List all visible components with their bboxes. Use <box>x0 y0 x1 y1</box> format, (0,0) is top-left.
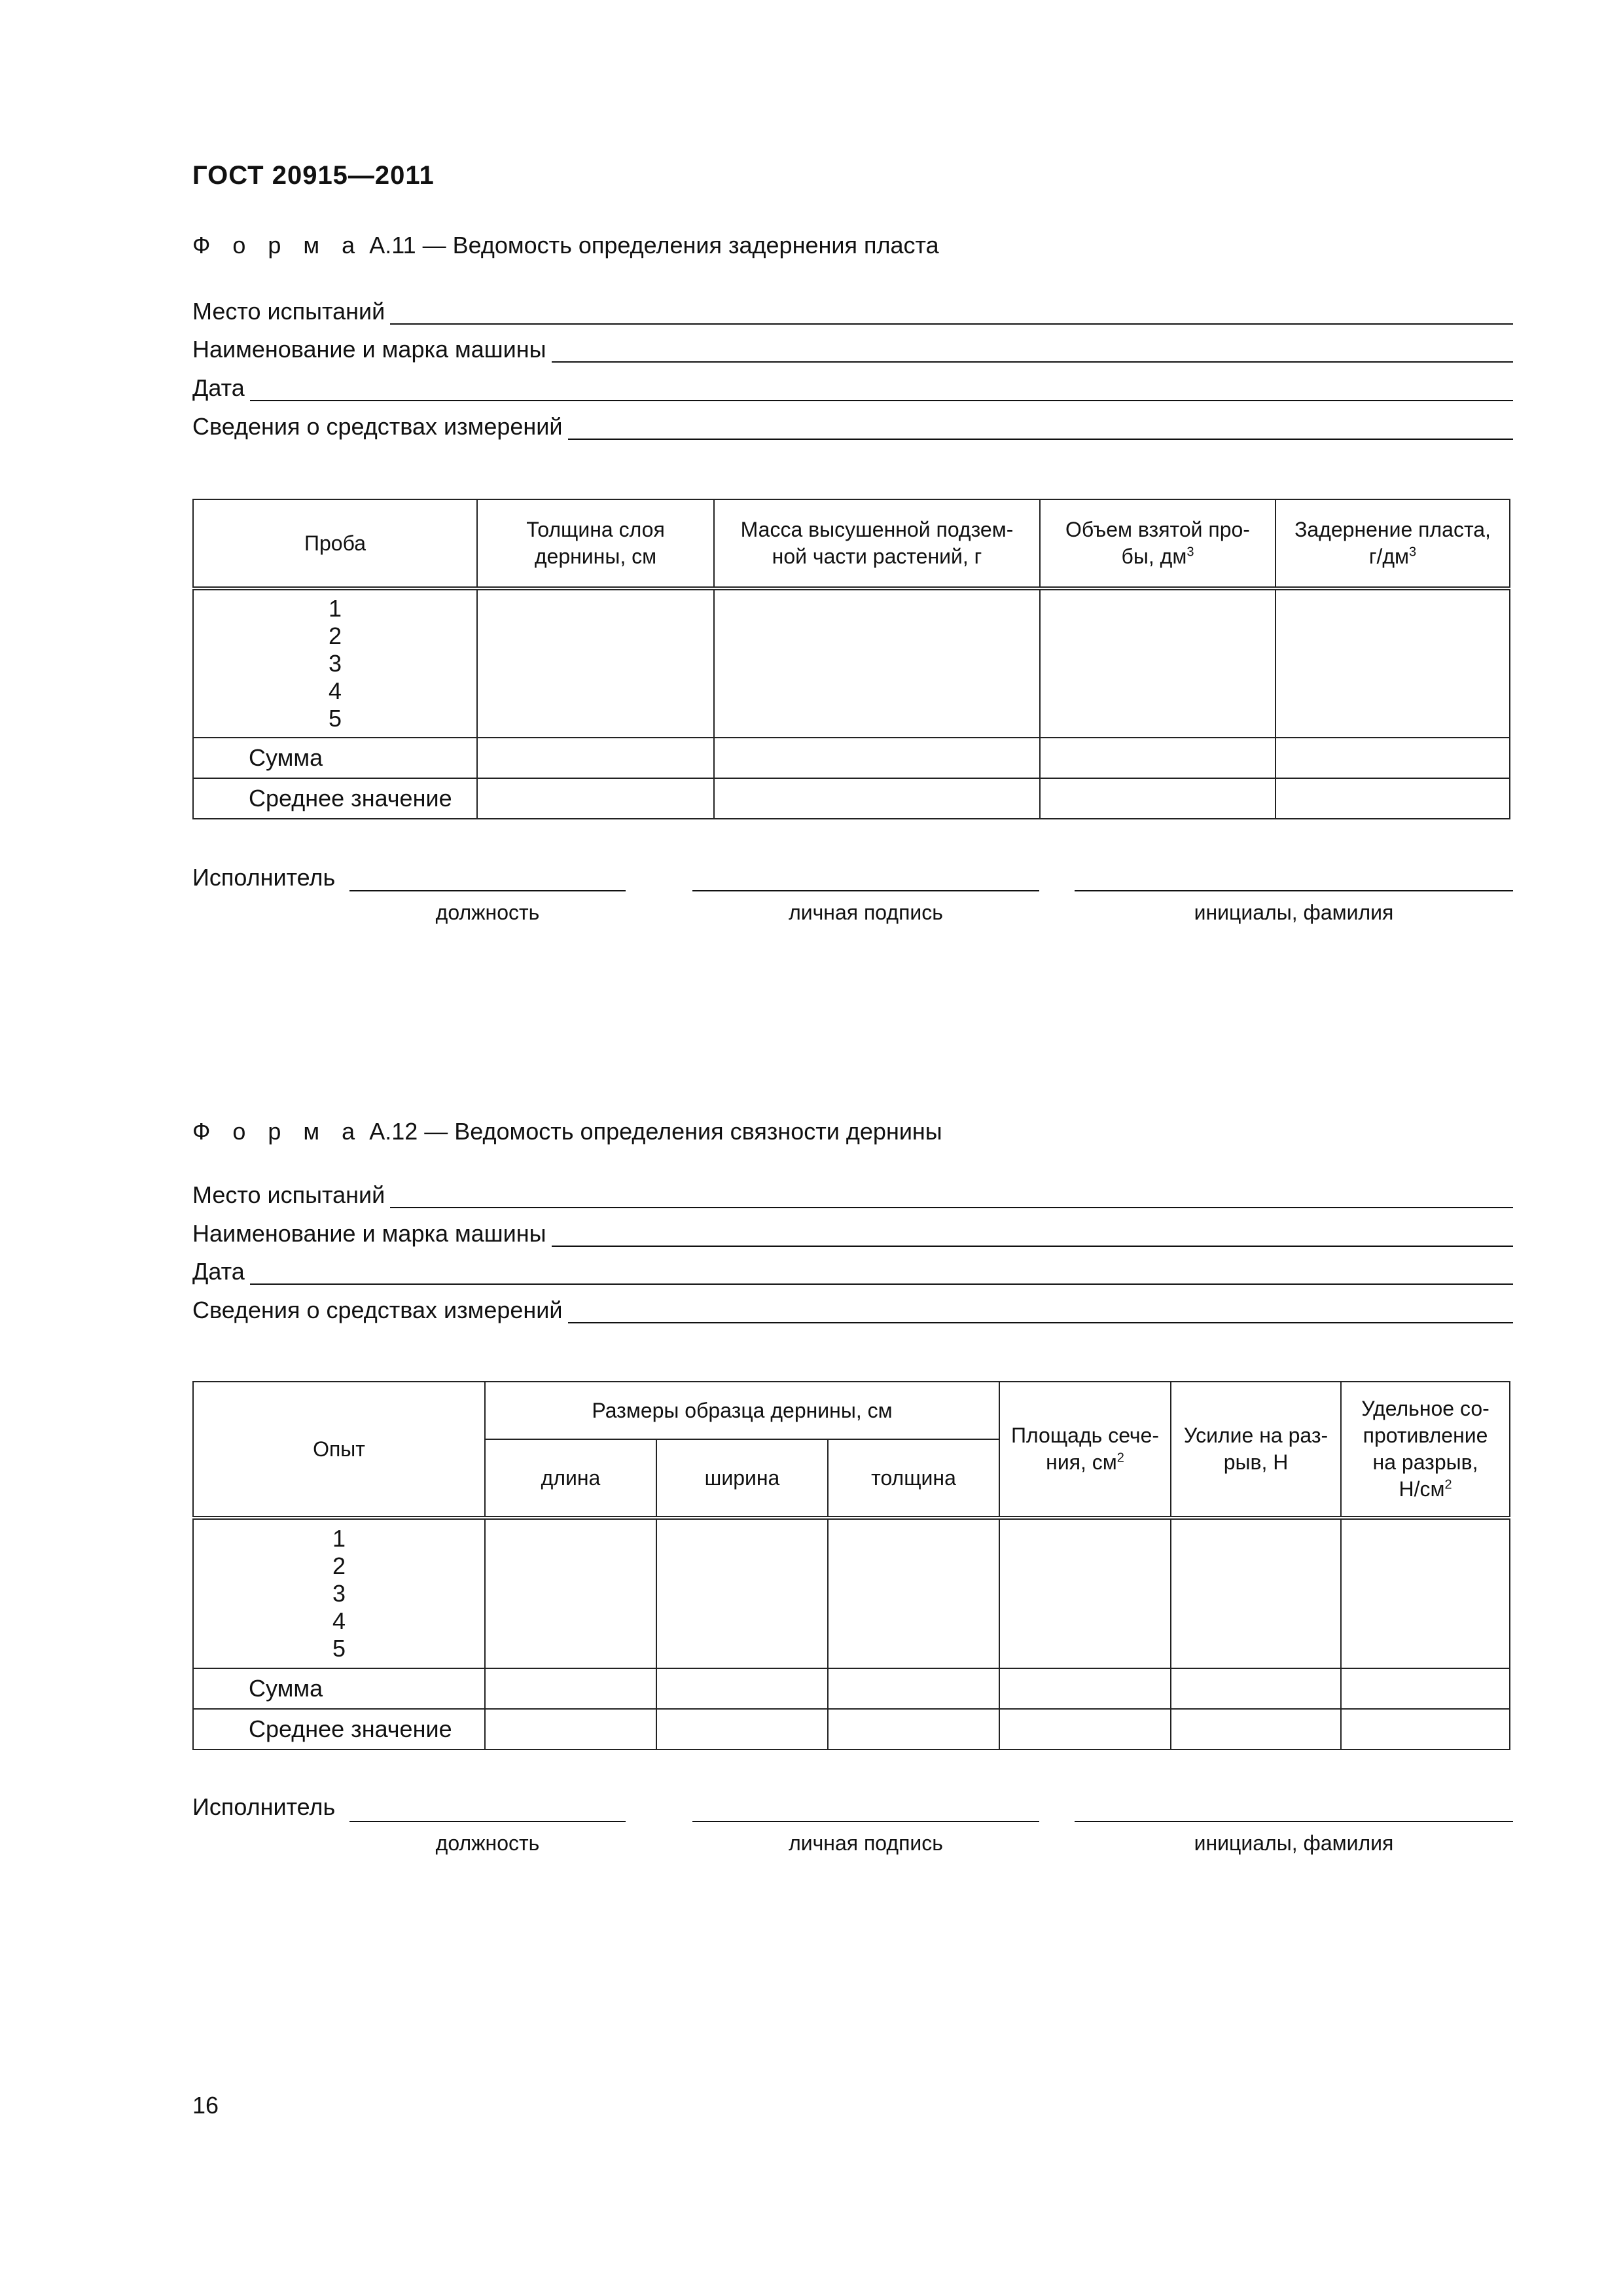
data-cell[interactable] <box>999 1709 1171 1749</box>
position-caption: должность <box>435 901 540 924</box>
col-turf-label: Задернение пласта, г/дм <box>1294 518 1491 568</box>
field-test-site[interactable] <box>192 292 1513 325</box>
data-cell[interactable] <box>1275 778 1510 819</box>
field-input-line[interactable] <box>390 298 1513 325</box>
col-sizes: Размеры образца дернины, см <box>485 1382 999 1439</box>
form-prefix: Ф о р м а <box>192 232 363 259</box>
data-cell[interactable] <box>1171 1668 1341 1709</box>
data-cell[interactable] <box>656 1518 828 1668</box>
sample-number: 4 <box>332 1607 346 1634</box>
superscript: 3 <box>1409 545 1417 560</box>
executor-label: Исполнитель <box>192 864 336 891</box>
data-cell[interactable] <box>714 738 1040 778</box>
field-input-line[interactable] <box>568 414 1513 440</box>
form-a11-title <box>192 232 939 259</box>
name-caption: инициалы, фамилия <box>1194 901 1394 924</box>
table-a12 <box>192 1381 1510 1750</box>
data-cell[interactable] <box>828 1518 999 1668</box>
data-cell[interactable] <box>485 1668 656 1709</box>
data-cell[interactable] <box>1040 778 1275 819</box>
data-cell[interactable] <box>1171 1709 1341 1749</box>
field-input-line[interactable] <box>568 1297 1513 1323</box>
data-cell[interactable] <box>1040 738 1275 778</box>
data-cell[interactable] <box>1275 588 1510 738</box>
field-label: Место испытаний <box>192 298 385 325</box>
data-cell[interactable] <box>714 778 1040 819</box>
field-test-site[interactable] <box>192 1175 1513 1208</box>
sample-number: 5 <box>332 1635 346 1662</box>
sample-number: 3 <box>328 650 342 677</box>
signature-caption: личная подпись <box>789 901 943 924</box>
field-label: Дата <box>192 1258 245 1285</box>
col-area <box>999 1382 1171 1518</box>
name-caption: инициалы, фамилия <box>1194 1831 1394 1855</box>
data-cell[interactable] <box>999 1668 1171 1709</box>
form-title-text: А.12 — Ведомость определения связности дернины <box>363 1118 942 1145</box>
field-input-line[interactable] <box>552 336 1513 363</box>
data-cell[interactable] <box>485 1709 656 1749</box>
data-cell[interactable] <box>485 1518 656 1668</box>
form-a12-title <box>192 1118 942 1145</box>
col-resistance-label: Удельное со-противление на разрыв, Н/см <box>1361 1397 1489 1501</box>
col-volume <box>1040 499 1275 588</box>
sample-number: 1 <box>328 595 342 622</box>
field-input-line[interactable] <box>250 1259 1513 1285</box>
col-area-label: Площадь сече-ния, см <box>1011 1424 1160 1474</box>
superscript: 2 <box>1116 1450 1124 1465</box>
col-turf <box>1275 499 1510 588</box>
field-date[interactable] <box>192 368 1513 401</box>
col-resistance <box>1341 1382 1510 1518</box>
data-cell[interactable] <box>1341 1518 1510 1668</box>
samples-cell <box>193 1518 485 1668</box>
field-machine[interactable] <box>192 330 1513 363</box>
col-thickness-label: Толщина слоя дернины, см <box>526 518 665 568</box>
field-label: Место испытаний <box>192 1181 385 1208</box>
sample-number: 1 <box>332 1525 346 1552</box>
signature-line[interactable] <box>692 1821 1039 1822</box>
form-prefix: Ф о р м а <box>192 1118 363 1145</box>
executor-label: Исполнитель <box>192 1793 336 1820</box>
field-input-line[interactable] <box>250 375 1513 401</box>
col-volume-label: Объем взятой про-бы, дм <box>1065 518 1250 568</box>
col-thickness: толщина <box>828 1439 999 1518</box>
superscript: 2 <box>1444 1477 1452 1492</box>
data-cell[interactable] <box>1341 1668 1510 1709</box>
data-cell[interactable] <box>828 1709 999 1749</box>
col-mass <box>714 499 1040 588</box>
sample-number: 3 <box>332 1580 346 1607</box>
row-mean-label: Среднее значение <box>193 778 477 819</box>
field-label: Наименование и марка машины <box>192 336 546 363</box>
name-line[interactable] <box>1075 890 1513 891</box>
page-number: 16 <box>192 2092 219 2119</box>
data-cell[interactable] <box>1171 1518 1341 1668</box>
data-cell[interactable] <box>656 1668 828 1709</box>
col-experiment: Опыт <box>193 1382 485 1518</box>
data-cell[interactable] <box>999 1518 1171 1668</box>
field-label: Дата <box>192 374 245 401</box>
col-probe: Проба <box>193 499 477 588</box>
data-cell[interactable] <box>477 738 714 778</box>
field-input-line[interactable] <box>390 1182 1513 1208</box>
table-a11 <box>192 499 1510 819</box>
data-cell[interactable] <box>477 588 714 738</box>
col-force <box>1171 1382 1341 1518</box>
field-label: Сведения о средствах измерений <box>192 1297 563 1323</box>
document-id: ГОСТ 20915—2011 <box>192 161 435 190</box>
col-force-label: Усилие на раз-рыв, Н <box>1183 1424 1329 1474</box>
data-cell[interactable] <box>1040 588 1275 738</box>
name-line[interactable] <box>1075 1821 1513 1822</box>
row-mean-label: Среднее значение <box>193 1709 485 1749</box>
samples-cell <box>193 588 477 738</box>
row-sum-label: Сумма <box>193 738 477 778</box>
data-cell[interactable] <box>1275 738 1510 778</box>
superscript: 3 <box>1186 545 1194 560</box>
signature-caption: личная подпись <box>789 1831 943 1855</box>
form-title-text: А.11 — Ведомость определения задернения пласта <box>363 232 939 259</box>
field-date[interactable] <box>192 1252 1513 1285</box>
position-caption: должность <box>435 1831 540 1855</box>
data-cell[interactable] <box>477 778 714 819</box>
col-length: длина <box>485 1439 656 1518</box>
data-cell[interactable] <box>714 588 1040 738</box>
data-cell[interactable] <box>1341 1709 1510 1749</box>
col-thickness <box>477 499 714 588</box>
sample-number: 5 <box>328 705 342 732</box>
sample-number: 2 <box>328 622 342 649</box>
row-sum-label: Сумма <box>193 1668 485 1709</box>
col-width: ширина <box>656 1439 828 1518</box>
data-cell[interactable] <box>656 1709 828 1749</box>
position-line[interactable] <box>349 1821 626 1822</box>
field-instruments[interactable] <box>192 407 1513 440</box>
field-input-line[interactable] <box>552 1221 1513 1247</box>
sample-number: 4 <box>328 677 342 704</box>
field-label: Наименование и марка машины <box>192 1220 546 1247</box>
field-label: Сведения о средствах измерений <box>192 413 563 440</box>
data-cell[interactable] <box>828 1668 999 1709</box>
sample-number: 2 <box>332 1552 346 1579</box>
field-instruments[interactable] <box>192 1291 1513 1323</box>
signature-line[interactable] <box>692 890 1039 891</box>
col-mass-label: Масса высушенной подзем-ной части растений, г <box>740 518 1014 568</box>
field-machine[interactable] <box>192 1214 1513 1247</box>
position-line[interactable] <box>349 890 626 891</box>
